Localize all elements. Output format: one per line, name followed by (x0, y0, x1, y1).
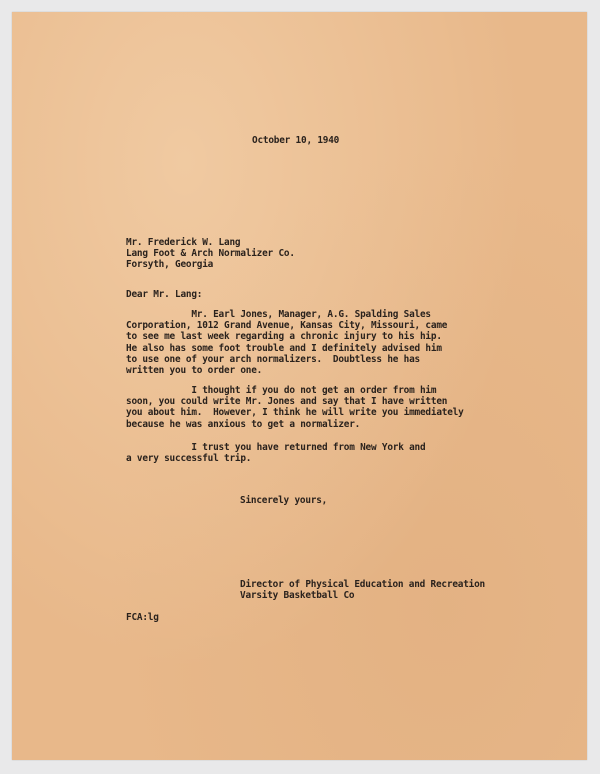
body-paragraph-2: I thought if you do not get an order from him soon, you could write Mr. Jones and say that I have written you about him. However, I think he will write you immediately because he was anxious to get a normalizer. (126, 385, 464, 430)
salutation: Dear Mr. Lang: (126, 289, 203, 300)
complimentary-close: Sincerely yours, (240, 495, 328, 506)
letter-page (12, 12, 587, 760)
body-paragraph-1: Mr. Earl Jones, Manager, A.G. Spalding Sales Corporation, 1012 Grand Avenue, Kansas City, Missouri, came to see me last week regarding a chronic injury to his hip. He also has some foot trouble and I definitely advised him to use one of your arch normalizers. Doubtless he has written you to order one. (126, 309, 448, 377)
body-paragraph-3: I trust you have returned from New York and a very successful trip. (126, 442, 426, 465)
reference-initials: FCA:lg (126, 612, 159, 623)
letter-date: October 10, 1940 (252, 135, 340, 146)
recipient-address: Mr. Frederick W. Lang Lang Foot & Arch Normalizer Co. Forsyth, Georgia (126, 237, 295, 271)
signature-block: Director of Physical Education and Recreation Varsity Basketball Co (240, 579, 485, 602)
